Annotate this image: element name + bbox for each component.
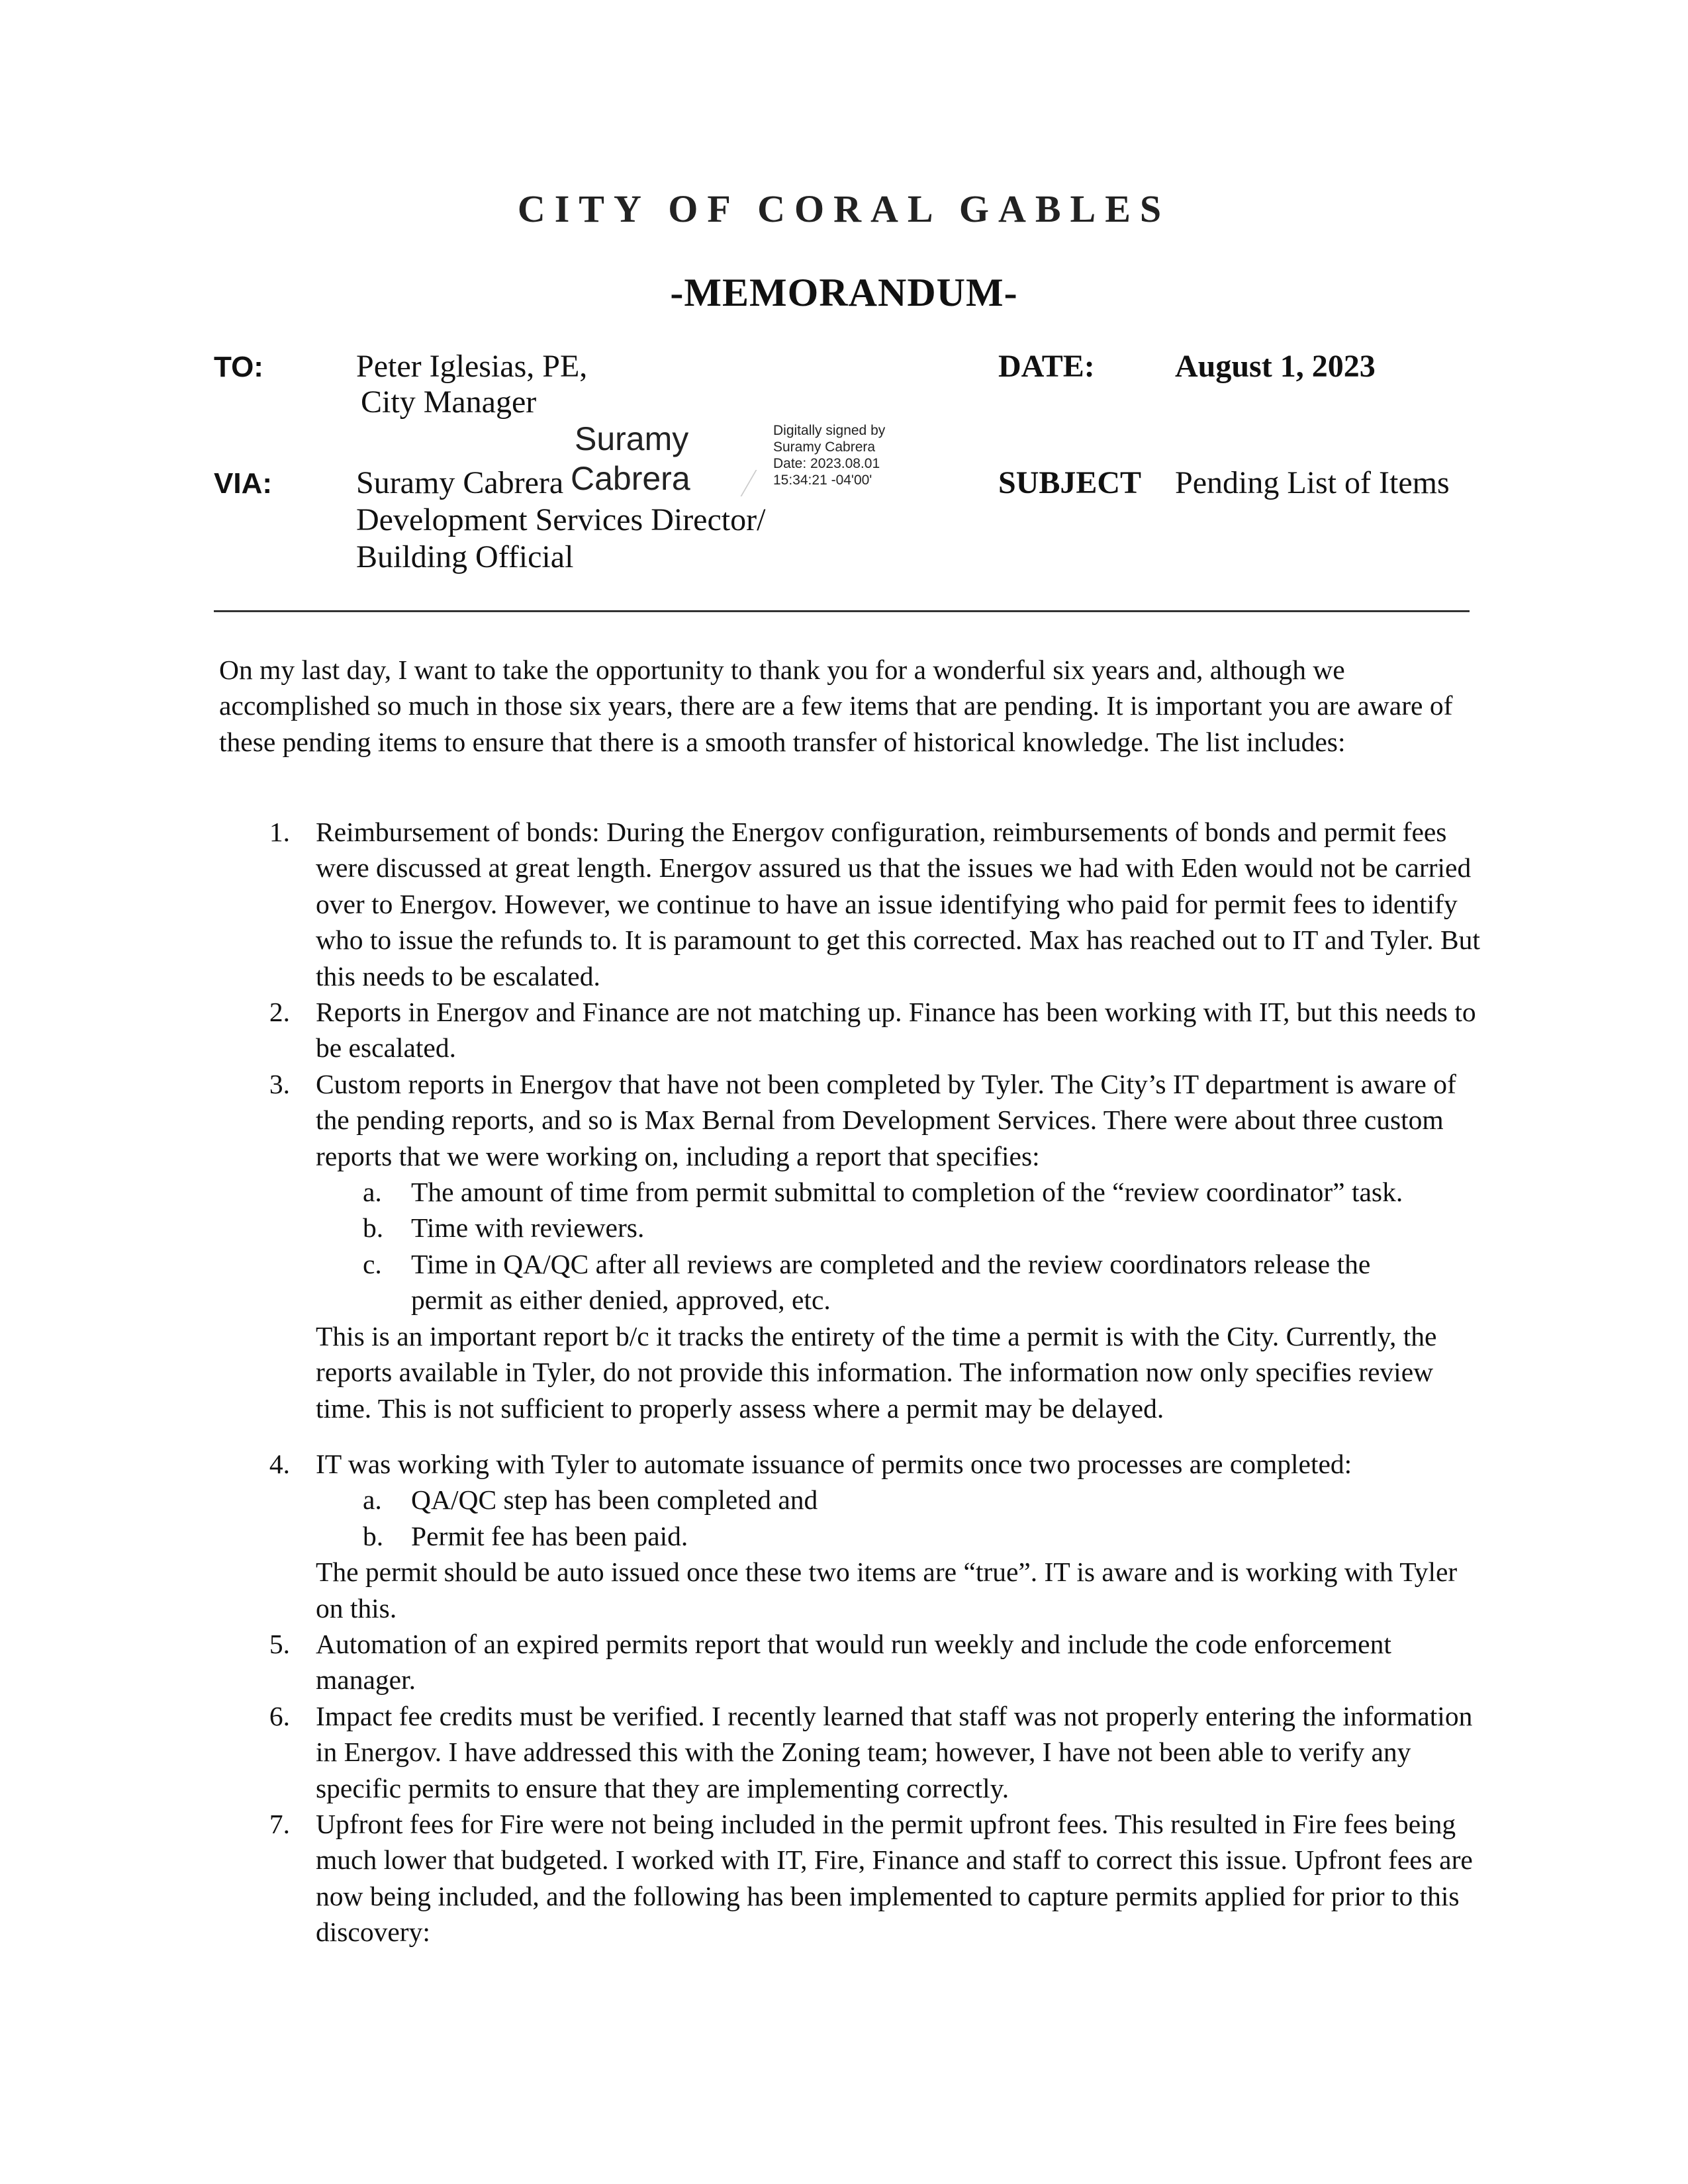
organization-title: CITY OF CORAL GABLES — [517, 187, 1171, 230]
subject-label: SUBJECT — [998, 465, 1142, 500]
sub-item-text: Time with reviewers. — [411, 1212, 645, 1244]
item-number: 1. — [269, 817, 290, 847]
to-name: Peter Iglesias, PE, — [356, 349, 588, 384]
signature-detail-line: Suramy Cabrera — [773, 439, 876, 455]
item-text: IT was working with Tyler to automate issuance of permits once two processes are completed: — [316, 1448, 1352, 1479]
to-title: City Manager — [361, 385, 537, 420]
sub-item — [0, 1518, 1688, 1554]
date-value: August 1, 2023 — [1175, 349, 1376, 384]
sub-item-text: Time in QA/QC after all reviews are completed and the review coordinators release the permit as either denied, approved, etc. — [411, 1248, 1371, 1316]
sub-item-text: Permit fee has been paid. — [411, 1520, 688, 1551]
item-text: Reimbursement of bonds: During the Energov configuration, reimbursements of bonds and permit fees were discussed at great length. Energov assured us that the issues we had with Eden would not be carried over to Energov. However, we continue to have an issue identifying who paid for permit fees to identify who to issue the refunds to. It is paramount to get this corrected. Max has reached out to IT and Tyler. But this needs to be escalated. — [316, 817, 1480, 991]
sub-item-letter: b. — [363, 1212, 384, 1244]
sub-item — [0, 1210, 1688, 1246]
item-followup-text: This is an important report b/c it tracks the entirety of the time a permit is with the City. Currently, the reports available in Tyler, do not provide this information. The information now only specifies review time. This is not sufficient to properly assess where a permit may be delayed. — [316, 1320, 1437, 1424]
via-label: VIA: — [214, 467, 272, 500]
item-number: 4. — [269, 1448, 290, 1479]
date-label: DATE: — [998, 349, 1095, 384]
list-item — [0, 1446, 1688, 1626]
subject-value: Pending List of Items — [1175, 465, 1450, 500]
item-text: Upfront fees for Fire were not being included in the permit upfront fees. This resulted in Fire fees being much lower that budgeted. I worked with IT, Fire, Finance and staff to correct this issue. Upfront fees are now being included, and the following has been implemented to capture permits applied for prior to this discovery: — [316, 1808, 1473, 1948]
item-followup-text: The permit should be auto issued once these two items are “true”. IT is aware and is working with Tyler on this. — [316, 1557, 1458, 1623]
via-title-line-2: Building Official — [356, 539, 574, 574]
via-title-line-1: Development Services Director/ — [356, 502, 766, 537]
signature-name-line-2: Cabrera — [571, 460, 690, 497]
spacer — [0, 1426, 1688, 1446]
signature-detail-line: Date: 2023.08.01 — [773, 456, 880, 471]
list-item — [0, 1698, 1688, 1806]
list-item — [0, 1066, 1688, 1446]
sub-item-letter: a. — [363, 1177, 382, 1208]
sub-item — [0, 1246, 1688, 1318]
list-item — [0, 814, 1688, 994]
signature-detail-line: Digitally signed by — [773, 423, 886, 438]
item-number: 3. — [269, 1068, 290, 1099]
item-text: Automation of an expired permits report that would run weekly and include the code enforcement manager. — [316, 1628, 1391, 1696]
item-text: Impact fee credits must be verified. I recently learned that staff was not properly entering the information in Energov. I have addressed this with the Zoning team; however, I have not been able to verify any specific permits to ensure that they are implementing correctly. — [316, 1700, 1473, 1803]
sub-item-text: The amount of time from permit submittal to completion of the “review coordinator” task. — [411, 1177, 1403, 1208]
item-number: 7. — [269, 1808, 290, 1839]
list-item — [0, 994, 1688, 1066]
item-number: 6. — [269, 1700, 290, 1731]
sub-item-letter: b. — [363, 1520, 384, 1551]
sub-item-letter: a. — [363, 1484, 382, 1516]
pending-items-list — [0, 814, 1688, 1950]
sub-item — [0, 1174, 1688, 1210]
item-text: Custom reports in Energov that have not been completed by Tyler. The City’s IT department is aware of the pending reports, and so is Max Bernal from Development Services. There were about three custom reports that we were working on, including a report that specifies: — [316, 1068, 1456, 1171]
sub-item-text: QA/QC step has been completed and — [411, 1484, 818, 1516]
signature-details — [773, 422, 885, 488]
via-name: Suramy Cabrera — [356, 465, 564, 500]
sub-item — [0, 1482, 1688, 1518]
signature-detail-line: 15:34:21 -04'00' — [773, 473, 872, 488]
signature-divider — [740, 470, 771, 496]
header-divider — [214, 610, 1470, 612]
item-number: 5. — [269, 1628, 290, 1659]
item-number: 2. — [269, 997, 290, 1028]
list-item — [0, 1806, 1688, 1950]
list-item — [0, 1626, 1688, 1698]
signature-name-line-1: Suramy — [575, 420, 689, 457]
to-label: TO: — [214, 351, 263, 383]
document-type-title: -MEMORANDUM- — [670, 271, 1018, 314]
intro-paragraph: On my last day, I want to take the opportunity to thank you for a wonderful six years and, although we accomplished so much in those six years, there are a few items that are pending. It is important you are aware of these pending items to ensure that there is a smooth transfer of historical knowledge. The list includes: — [219, 655, 1453, 757]
item-text: Reports in Energov and Finance are not matching up. Finance has been working with IT, but this needs to be escalated. — [316, 997, 1476, 1064]
sub-item-letter: c. — [363, 1248, 382, 1279]
